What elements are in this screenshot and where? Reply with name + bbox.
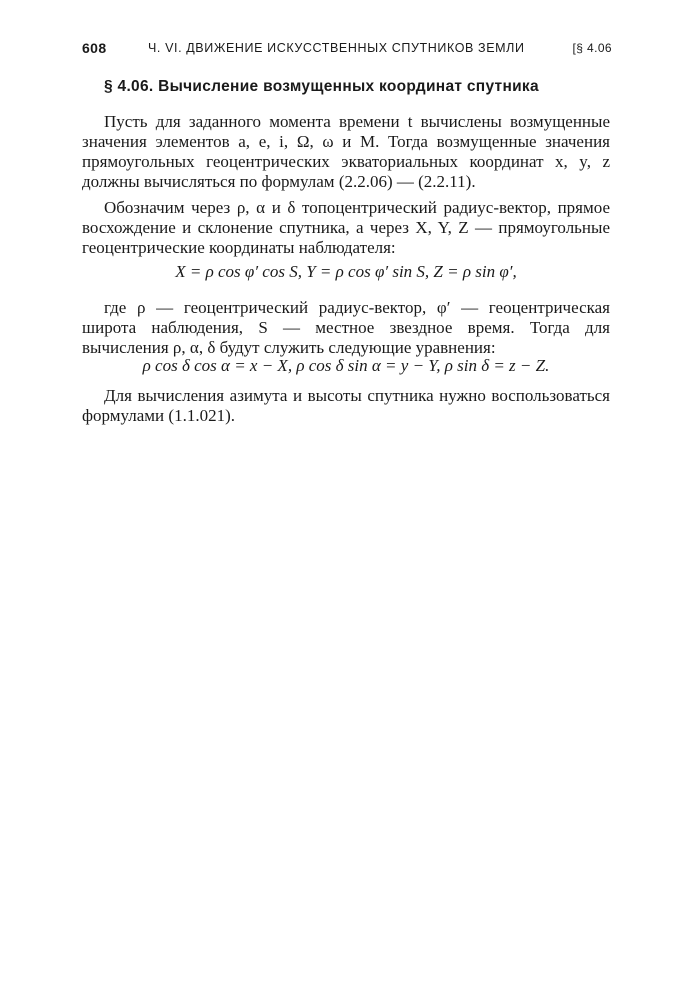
paragraph-3-text: где ρ — геоцентрический радиус-вектор, φ′ — геоцентрическая широта наблюдения, S — местное звездное время. Тогда для вычисления ρ, α, δ будут служить следующие уравнения:	[82, 298, 610, 357]
paragraph-4-text: Для вычисления азимута и высоты спутника нужно воспользоваться формулами (1.1.021).	[82, 386, 610, 425]
paragraph-3	[82, 298, 610, 358]
paragraph-1	[82, 112, 610, 192]
section-heading: § 4.06. Вычисление возмущенных координат спутника	[104, 78, 539, 95]
page-number: 608	[82, 40, 107, 56]
running-header	[82, 40, 612, 60]
running-title: Ч. VI. ДВИЖЕНИЕ ИСКУССТВЕННЫХ СПУТНИКОВ ЗЕМЛИ	[148, 41, 525, 55]
paragraph-1-text: Пусть для заданного момента времени t вычислены возмущенные значения элементов a, e, i, Ω, ω и M. Тогда возмущенные значения прямоугольных геоцентрических экваториальных координат x, y, z должны вычисляться по формулам (2.2.06) — (2.2.11).	[82, 112, 610, 191]
paragraph-2-text: Обозначим через ρ, α и δ топоцентрический радиус-вектор, прямое восхождение и склонение спутника, а через X, Y, Z — прямоугольные геоцентрические координаты наблюдателя:	[82, 198, 610, 257]
paragraph-4	[82, 386, 610, 426]
paragraph-2	[82, 198, 610, 258]
section-reference: [§ 4.06	[572, 41, 612, 55]
formula-topocentric-equations: ρ cos δ cos α = x − X, ρ cos δ sin α = y − Y, ρ sin δ = z − Z.	[142, 356, 550, 375]
formula-observer-coordinates: X = ρ cos φ′ cos S, Y = ρ cos φ′ sin S, Z = ρ sin φ′,	[175, 262, 517, 281]
